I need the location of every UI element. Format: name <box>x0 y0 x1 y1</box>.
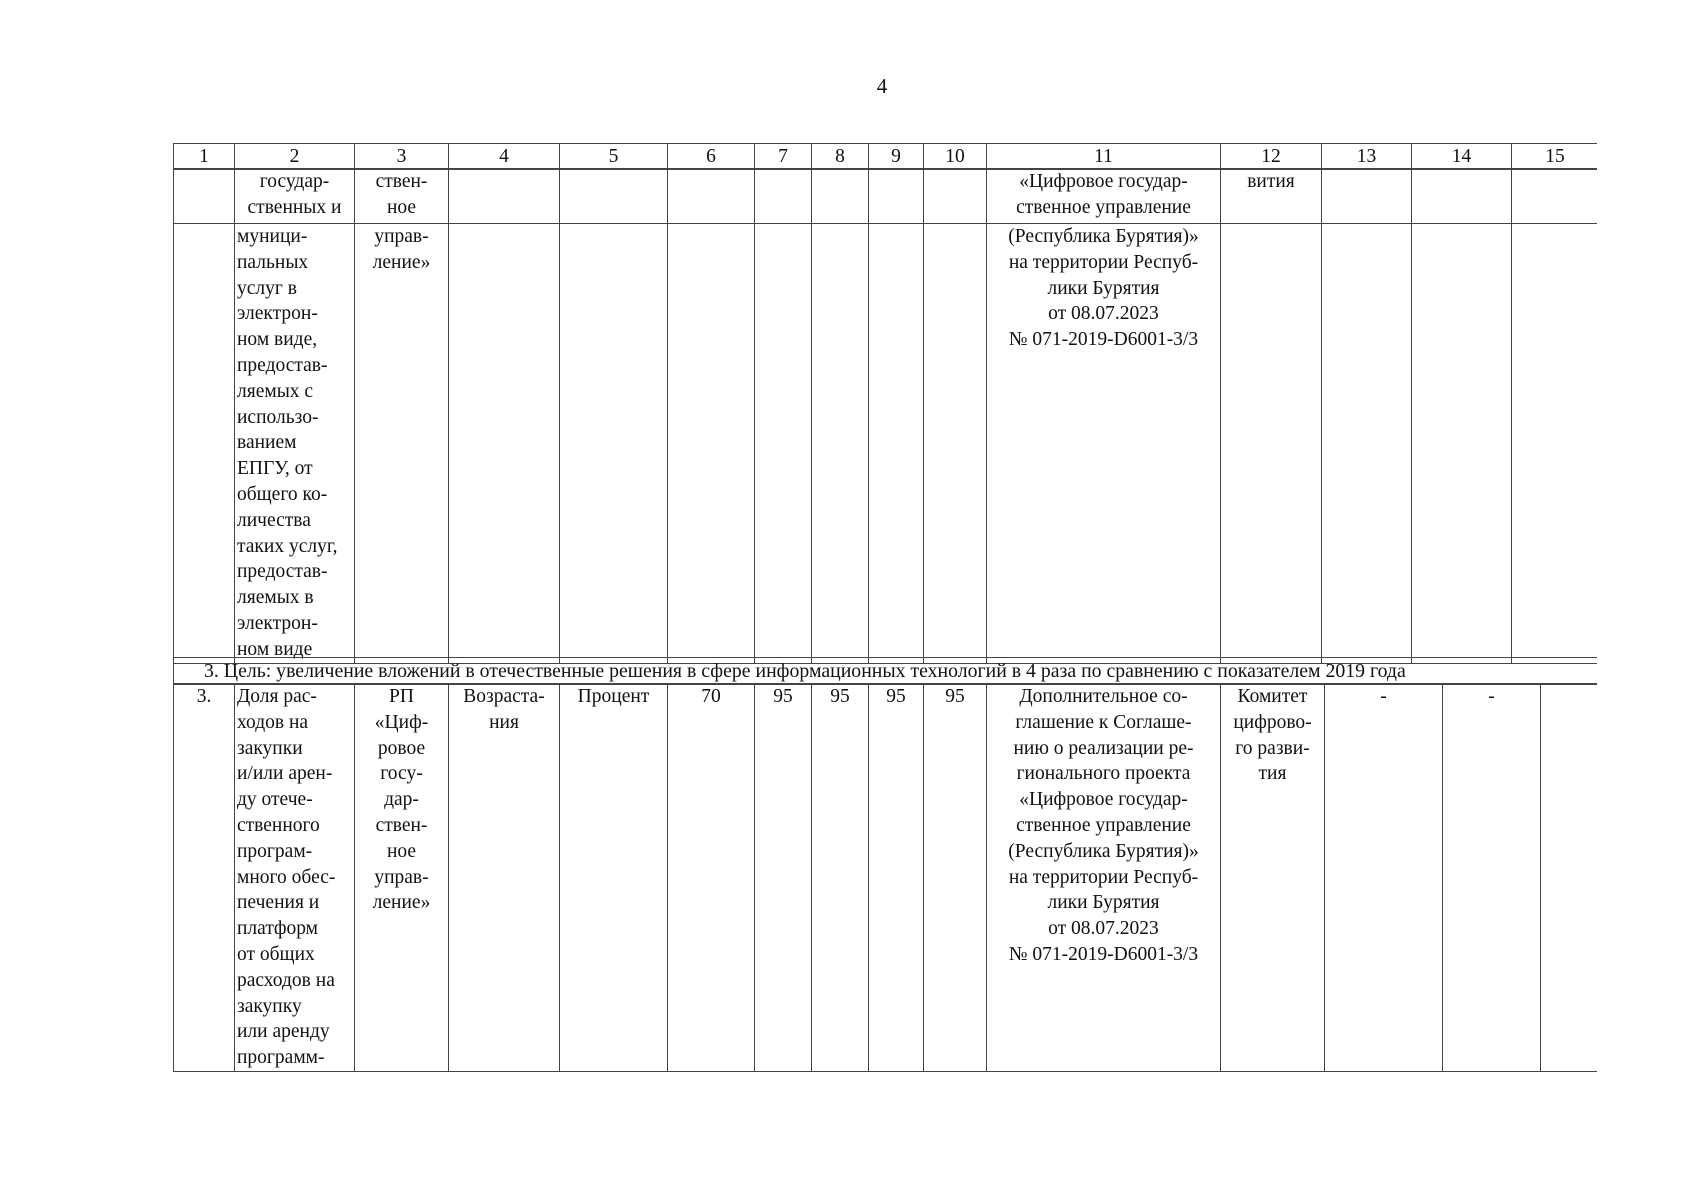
base-value-cell: 70 <box>668 684 755 1072</box>
cell <box>1412 224 1512 664</box>
value-cell: 95 <box>869 684 924 1072</box>
column-number: 13 <box>1322 144 1412 170</box>
column-number: 14 <box>1412 144 1512 170</box>
unit-cell: Процент <box>560 684 668 1072</box>
cell <box>668 224 755 664</box>
column-number: 15 <box>1512 144 1598 170</box>
column-number-row <box>173 143 1597 170</box>
project-cell: управ- ление» <box>355 224 449 664</box>
document-cell: «Цифровое государ- ственное управление <box>987 169 1221 224</box>
cell <box>668 169 755 224</box>
dash-cell: - <box>1325 684 1443 1072</box>
cell <box>1322 224 1412 664</box>
cell <box>1512 169 1598 224</box>
cell <box>755 224 812 664</box>
column-number: 9 <box>869 144 924 170</box>
goal-text: 3. Цель: увеличение вложений в отечественные решения в сфере информационных технологий в 4 раза по сравнению с показателем 2019 года <box>174 658 1598 685</box>
cell <box>1541 684 1598 1072</box>
trend-cell: Возраста- ния <box>449 684 560 1072</box>
cell <box>1322 169 1412 224</box>
column-number: 7 <box>755 144 812 170</box>
project-cell: РП «Циф- ровое госу- дар- ствен- ное управ- ление» <box>355 684 449 1072</box>
page-number: 4 <box>876 74 888 98</box>
column-number: 10 <box>924 144 987 170</box>
column-number: 3 <box>355 144 449 170</box>
responsible-cell: вития <box>1221 169 1322 224</box>
project-cell: ствен- ное <box>355 169 449 224</box>
cell <box>812 224 869 664</box>
cell <box>869 224 924 664</box>
indicator-row-3 <box>173 683 1597 1072</box>
cell <box>924 169 987 224</box>
cell <box>812 169 869 224</box>
cell <box>560 169 668 224</box>
indicator-table <box>173 143 1597 1074</box>
value-cell: 95 <box>924 684 987 1072</box>
row-number: 3. <box>174 684 235 1072</box>
column-number: 4 <box>449 144 560 170</box>
column-number: 6 <box>668 144 755 170</box>
cell <box>924 224 987 664</box>
continued-indicator-rows <box>173 168 1597 664</box>
cell <box>1512 224 1598 664</box>
responsible-cell: Комитет цифрово- го разви- тия <box>1221 684 1325 1072</box>
dash-cell: - <box>1443 684 1541 1072</box>
document-cell: Дополнительное со- глашение к Соглаше- нию о реализации ре- гионального проекта «Цифровое государ- ственное управление (Республика Бурятия)» на территории Респуб- лики Бурятия от 08.07.2023 № 071-2019-D6001-3/3 <box>987 684 1221 1072</box>
indicator-name-cell: Доля рас- ходов на закупки и/или арен- ду отече- ственного програм- много обес- печения и платформ от общих расходов на закупку или аренду программ- <box>235 684 355 1072</box>
indicator-name-cell: государ- ственных и <box>235 169 355 224</box>
cell <box>449 224 560 664</box>
column-number: 11 <box>987 144 1221 170</box>
indicator-name-cell: муници- пальных услуг в электрон- ном виде, предостав- ляемых с использо- ванием ЕПГУ, от общего ко- личества таких услуг, предостав- ляемых в электрон- ном виде <box>235 224 355 664</box>
cell <box>174 224 235 664</box>
cell <box>449 169 560 224</box>
document-cell: (Республика Бурятия)» на территории Респуб- лики Бурятия от 08.07.2023 № 071-2019-D6001-3/3 <box>987 224 1221 664</box>
column-number: 8 <box>812 144 869 170</box>
column-number: 12 <box>1221 144 1322 170</box>
column-number: 2 <box>235 144 355 170</box>
column-number: 1 <box>174 144 235 170</box>
column-number: 5 <box>560 144 668 170</box>
cell <box>560 224 668 664</box>
cell <box>1221 224 1322 664</box>
goal-row <box>173 657 1597 685</box>
value-cell: 95 <box>755 684 812 1072</box>
value-cell: 95 <box>812 684 869 1072</box>
cell <box>1412 169 1512 224</box>
cell <box>869 169 924 224</box>
cell <box>755 169 812 224</box>
cell <box>174 169 235 224</box>
